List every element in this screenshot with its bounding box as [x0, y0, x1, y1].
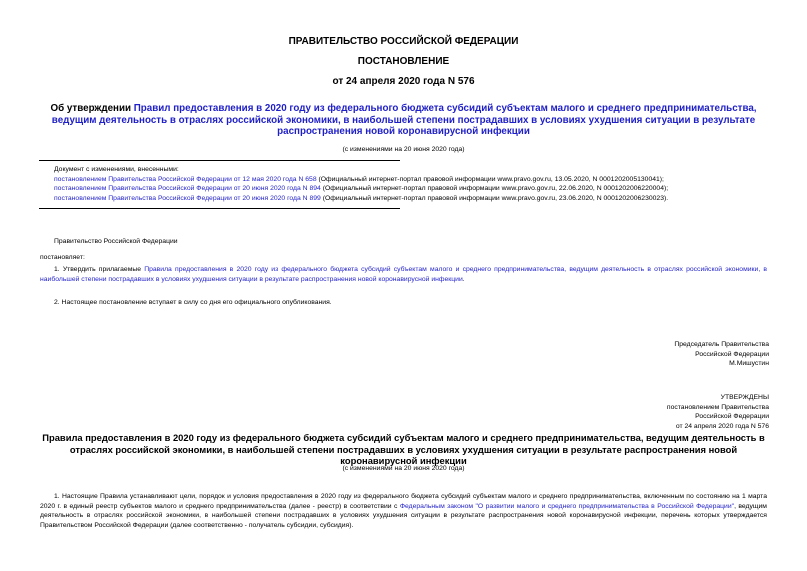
government-heading: ПРАВИТЕЛЬСТВО РОССИЙСКОЙ ФЕДЕРАЦИИ — [288, 36, 519, 47]
amendment-link-894[interactable]: постановлением Правительства Российской Федерации от 20 июня 2020 года N 894 — [54, 185, 321, 192]
signature-block — [560, 340, 769, 369]
amendments-top-rule — [39, 160, 400, 161]
amendment-item — [54, 184, 774, 194]
approved-country: Российской Федерации — [695, 413, 769, 420]
approved-date: от 24 апреля 2020 года N 576 — [675, 422, 769, 430]
amendment-source: (Официальный интернет-портал правовой информации www.pravo.gov.ru, 22.06.2020, N 0001202006220004); — [320, 185, 669, 192]
issuer: Правительство Российской Федерации — [54, 238, 178, 245]
paragraph-1 — [40, 265, 767, 284]
document-title — [40, 103, 767, 138]
amendments-heading: Документ с изменениями, внесенными: — [54, 166, 179, 173]
changes-note: (с изменениями на 20 июня 2020 года) — [342, 146, 465, 153]
rules-title: Правила предоставления в 2020 году из федерального бюджета субсидий субъектам малого и среднего предпринимательства, ведущим деятельность в отраслях российской экономики, в наибольшей степени пострадавших в условиях ухудшения ситуации в результате распространения новой коронавирусной инфекции — [42, 432, 765, 466]
rules-changes-note: (с изменениями на 20 июня 2020 года) — [342, 465, 465, 472]
rules-p1-prefix: 1. Настоящие Правила устанавливают цели, порядок и условия предоставления в 2020 году из федерального бюджета субсидий субъектам малого и среднего предпринимательства, включенным по состоянию на 1 марта 2020 г. в единый реестр субъектов малого и среднего предпринимательства (далее - реестр) в соответствии с — [40, 493, 767, 510]
amendment-item — [54, 175, 774, 185]
amendment-item — [54, 194, 774, 204]
rules-p1-suffix: , ведущим деятельность в отраслях российской экономики, в наибольшей степени пострадавших в условиях ухудшения ситуации в результате распространения новой коронавирусной инфекции, перечень которых утверждается Правительством Российской Федерации (далее соответственно - получатель субсидии, субсидия). — [40, 502, 767, 529]
signature-position: Председатель Правительства — [674, 341, 769, 348]
resolves-label: постановляет: — [40, 254, 85, 261]
title-rules-link[interactable]: Правил предоставления в 2020 году из федерального бюджета субсидий субъектам малого и среднего предпринимательства, ведущим деятельность в отраслях российской экономики, в наибольшей степени пострадавших в условиях ухудшения ситуации в результате распространения новой коронавирусной инфекции — [51, 103, 757, 137]
amendment-link-899[interactable]: постановлением Правительства Российской Федерации от 20 июня 2020 года N 899 — [54, 194, 321, 202]
p1-rules-link[interactable]: Правила предоставления в 2020 году из федерального бюджета субсидий субъектам малого и среднего предпринимательства, ведущим деятельность в отраслях российской экономики, в наибольшей степени пострадавших в условиях ухудшения ситуации в результате распространения новой коронавирусной инфекции — [40, 266, 768, 283]
rules-paragraph-1 — [40, 492, 767, 530]
amendment-source: (Официальный интернет-портал правовой информации www.pravo.gov.ru, 13.05.2020, N 0001202005130041); — [316, 175, 664, 183]
approved-label: УТВЕРЖДЕНЫ — [720, 394, 769, 401]
signature-name: М.Мишустин — [729, 360, 769, 367]
approved-block — [560, 393, 769, 431]
signature-country: Российской Федерации — [695, 350, 769, 358]
approved-by: постановлением Правительства — [666, 403, 769, 411]
title-prefix: Об утверждении — [50, 103, 134, 114]
document-type: ПОСТАНОВЛЕНИЕ — [357, 56, 450, 67]
paragraph-2: 2. Настоящее постановление вступает в силу со дня его официального опубликования. — [54, 299, 332, 306]
p1-prefix: 1. Утвердить прилагаемые — [54, 266, 145, 273]
federal-law-link[interactable]: Федеральным законом "О развитии малого и среднего предпринимательства в Российской Федерации" — [399, 502, 735, 510]
document-date-number: от 24 апреля 2020 года N 576 — [332, 76, 475, 87]
amendments-bottom-rule — [39, 208, 400, 209]
amendments-block — [54, 165, 774, 203]
amendment-source: (Официальный интернет-портал правовой информации www.pravo.gov.ru, 23.06.2020, N 0001202006230023). — [320, 194, 669, 202]
amendment-link-658[interactable]: постановлением Правительства Российской Федерации от 12 мая 2020 года N 658 — [54, 175, 317, 183]
p1-suffix: . — [462, 275, 465, 283]
